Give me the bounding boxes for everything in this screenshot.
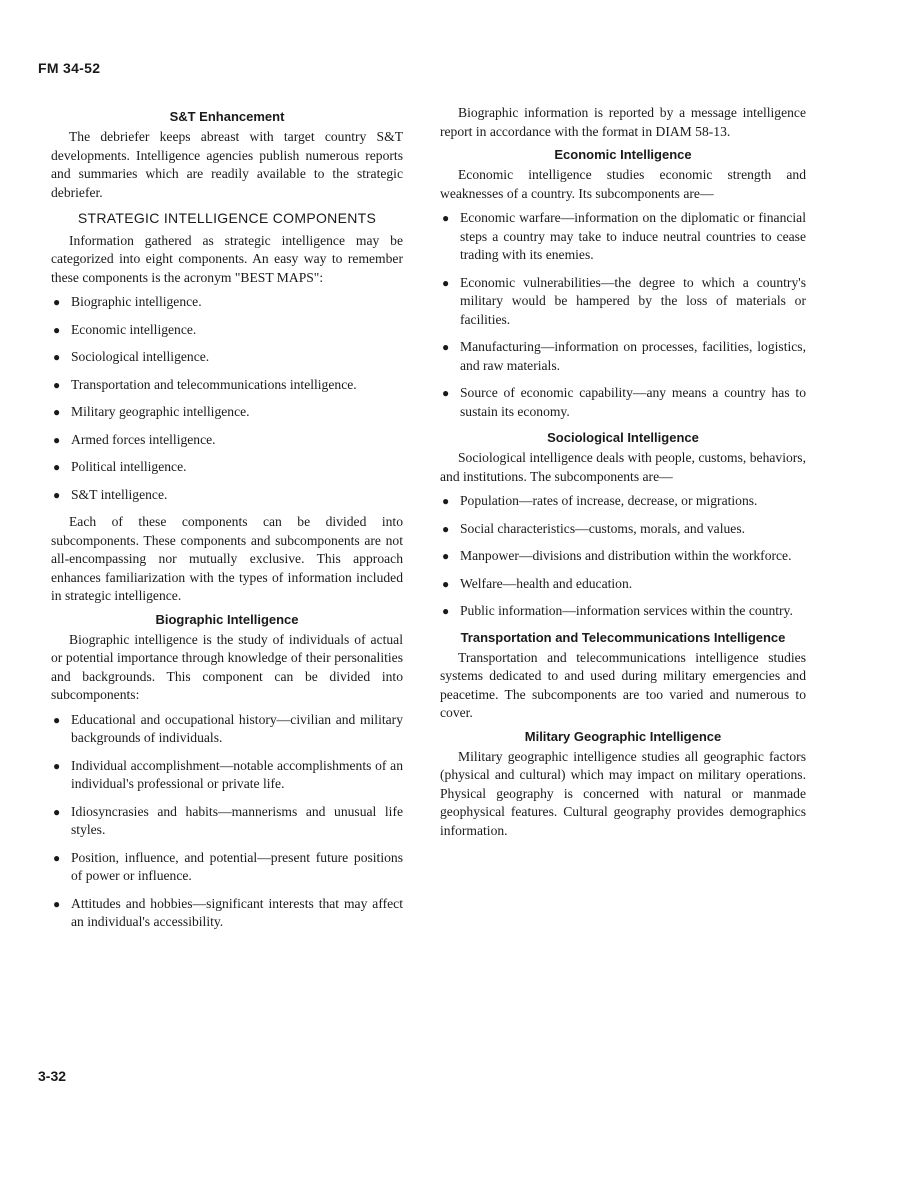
list-item: ● Attitudes and hobbies—significant interests that may affect an individual's accessibility. bbox=[53, 895, 403, 929]
bullet-icon: ● bbox=[53, 322, 61, 337]
list-item: ● Biographic intelligence. bbox=[51, 293, 403, 312]
bullet-icon: ● bbox=[53, 460, 61, 474]
biographic-heading: Biographic Intelligence bbox=[155, 611, 299, 627]
list-item: ● Population—rates of increase, decrease, or migrations. bbox=[440, 492, 806, 511]
list-item: ● Idiosyncrasies and habits—mannerisms and unusual life styles. bbox=[53, 803, 403, 837]
subcomponents-paragraph: Each of these components can be divided into subcomponents. These components and subcomponents are not all-encompassing nor mutually exclusive. This approach enhances familiarization with the types of information included in strategic intelligence. bbox=[51, 514, 403, 603]
list-item: ● Economic intelligence. bbox=[51, 321, 403, 340]
list-item: ● Sociological intelligence. bbox=[51, 348, 403, 367]
page-number: 3-32 bbox=[38, 1068, 67, 1084]
list-item: ● Military geographic intelligence. bbox=[51, 403, 403, 422]
bullet-icon: ● bbox=[53, 850, 61, 865]
list-item: ● Social characteristics—customs, morals, and values. bbox=[440, 520, 806, 539]
bullet-icon: ● bbox=[53, 487, 61, 502]
economic-list bbox=[440, 209, 806, 421]
transportation-paragraph: Transportation and telecommunications intelligence studies systems dedicated to and used during military emergencies and peacetime. The subcomponents are too varied and numerous to cover. bbox=[440, 649, 806, 720]
bullet-icon: ● bbox=[442, 604, 450, 618]
bullet-icon: ● bbox=[53, 405, 61, 419]
sociological-paragraph: Sociological intelligence deals with people, customs, behaviors, and institutions. The subcomponents are— bbox=[440, 450, 806, 484]
list-item: ● Position, influence, and potential—present future positions of power or influence. bbox=[53, 849, 403, 883]
military-geographic-heading: Military Geographic Intelligence bbox=[524, 728, 722, 744]
list-item: ● Public information—information services within the country. bbox=[440, 602, 806, 621]
biographic-report-paragraph: Biographic information is reported by a message intelligence report in accordance with the format in DIAM 58-13. bbox=[440, 105, 806, 139]
list-item: ● Economic warfare—information on the diplomatic or financial steps a country may take to induce neutral countries to cease trading with its enemies. bbox=[442, 210, 806, 262]
bullet-icon: ● bbox=[442, 211, 450, 225]
left-column bbox=[51, 104, 403, 941]
list-item: ● Economic vulnerabilities—the degree to which a country's military would be hampered by the loss of materials or facilities. bbox=[442, 274, 806, 327]
list-item: ● Individual accomplishment—notable accomplishments of an individual's professional or private life. bbox=[53, 757, 403, 791]
bullet-icon: ● bbox=[442, 576, 450, 591]
economic-heading: Economic Intelligence bbox=[554, 147, 692, 162]
bullet-icon: ● bbox=[53, 758, 61, 773]
list-item: ● Manpower—divisions and distribution within the workforce. bbox=[440, 547, 806, 566]
bullet-icon: ● bbox=[442, 521, 450, 536]
bullet-icon: ● bbox=[53, 432, 61, 447]
bullet-icon: ● bbox=[53, 350, 61, 364]
list-item: ● Transportation and telecommunications intelligence. bbox=[51, 376, 403, 395]
bullet-icon: ● bbox=[53, 712, 61, 727]
page-header: FM 34-52 bbox=[38, 60, 101, 76]
bullet-icon: ● bbox=[442, 275, 450, 290]
strategic-components-heading: STRATEGIC INTELLIGENCE COMPONENTS bbox=[77, 210, 377, 226]
list-item: ● S&T intelligence. bbox=[51, 486, 403, 505]
list-item: ● Manufacturing—information on processes, facilities, logistics, and raw materials. bbox=[442, 339, 806, 373]
transportation-heading: Transportation and Telecommunications Intelligence bbox=[460, 629, 786, 645]
bullet-icon: ● bbox=[442, 549, 450, 563]
bullet-icon: ● bbox=[442, 386, 450, 400]
components-list bbox=[51, 293, 403, 504]
bullet-icon: ● bbox=[53, 804, 61, 819]
list-item: ● Source of economic capability—any means a country has to sustain its economy. bbox=[442, 385, 806, 419]
bullet-icon: ● bbox=[442, 340, 450, 354]
biographic-paragraph: Biographic intelligence is the study of individuals of actual or potential importance through knowledge of their personalities and backgrounds. This component can be divided into subcomponents: bbox=[51, 631, 403, 702]
st-enhancement-paragraph: The debriefer keeps abreast with target country S&T developments. Intelligence agencies publish numerous reports and summaries which are readily available to the strategic debriefer. bbox=[51, 129, 403, 200]
sociological-list bbox=[440, 492, 806, 621]
bullet-icon: ● bbox=[53, 295, 61, 309]
strategic-components-paragraph: Information gathered as strategic intelligence may be categorized into eight components. An easy way to remember these components is the acronym "BEST MAPS": bbox=[51, 232, 403, 285]
military-geographic-paragraph: Military geographic intelligence studies all geographic factors (physical and cultural) which may impact on military operations. Physical geography is concerned with natural or manmade geophysical features. Cultural geography provides demographics information. bbox=[440, 748, 806, 838]
list-item: ● Armed forces intelligence. bbox=[51, 431, 403, 450]
sociological-heading: Sociological Intelligence bbox=[547, 430, 699, 445]
bullet-icon: ● bbox=[53, 377, 61, 392]
list-item: ● Educational and occupational history—civilian and military backgrounds of individuals. bbox=[53, 711, 403, 745]
bullet-icon: ● bbox=[53, 896, 61, 911]
list-item: ● Political intelligence. bbox=[51, 458, 403, 477]
bullet-icon: ● bbox=[442, 494, 450, 508]
biographic-list bbox=[51, 711, 403, 932]
economic-paragraph: Economic intelligence studies economic strength and weaknesses of a country. Its subcomponents are— bbox=[440, 167, 806, 201]
list-item: ● Welfare—health and education. bbox=[440, 575, 806, 594]
right-column bbox=[440, 104, 806, 846]
st-enhancement-heading: S&T Enhancement bbox=[169, 109, 285, 124]
